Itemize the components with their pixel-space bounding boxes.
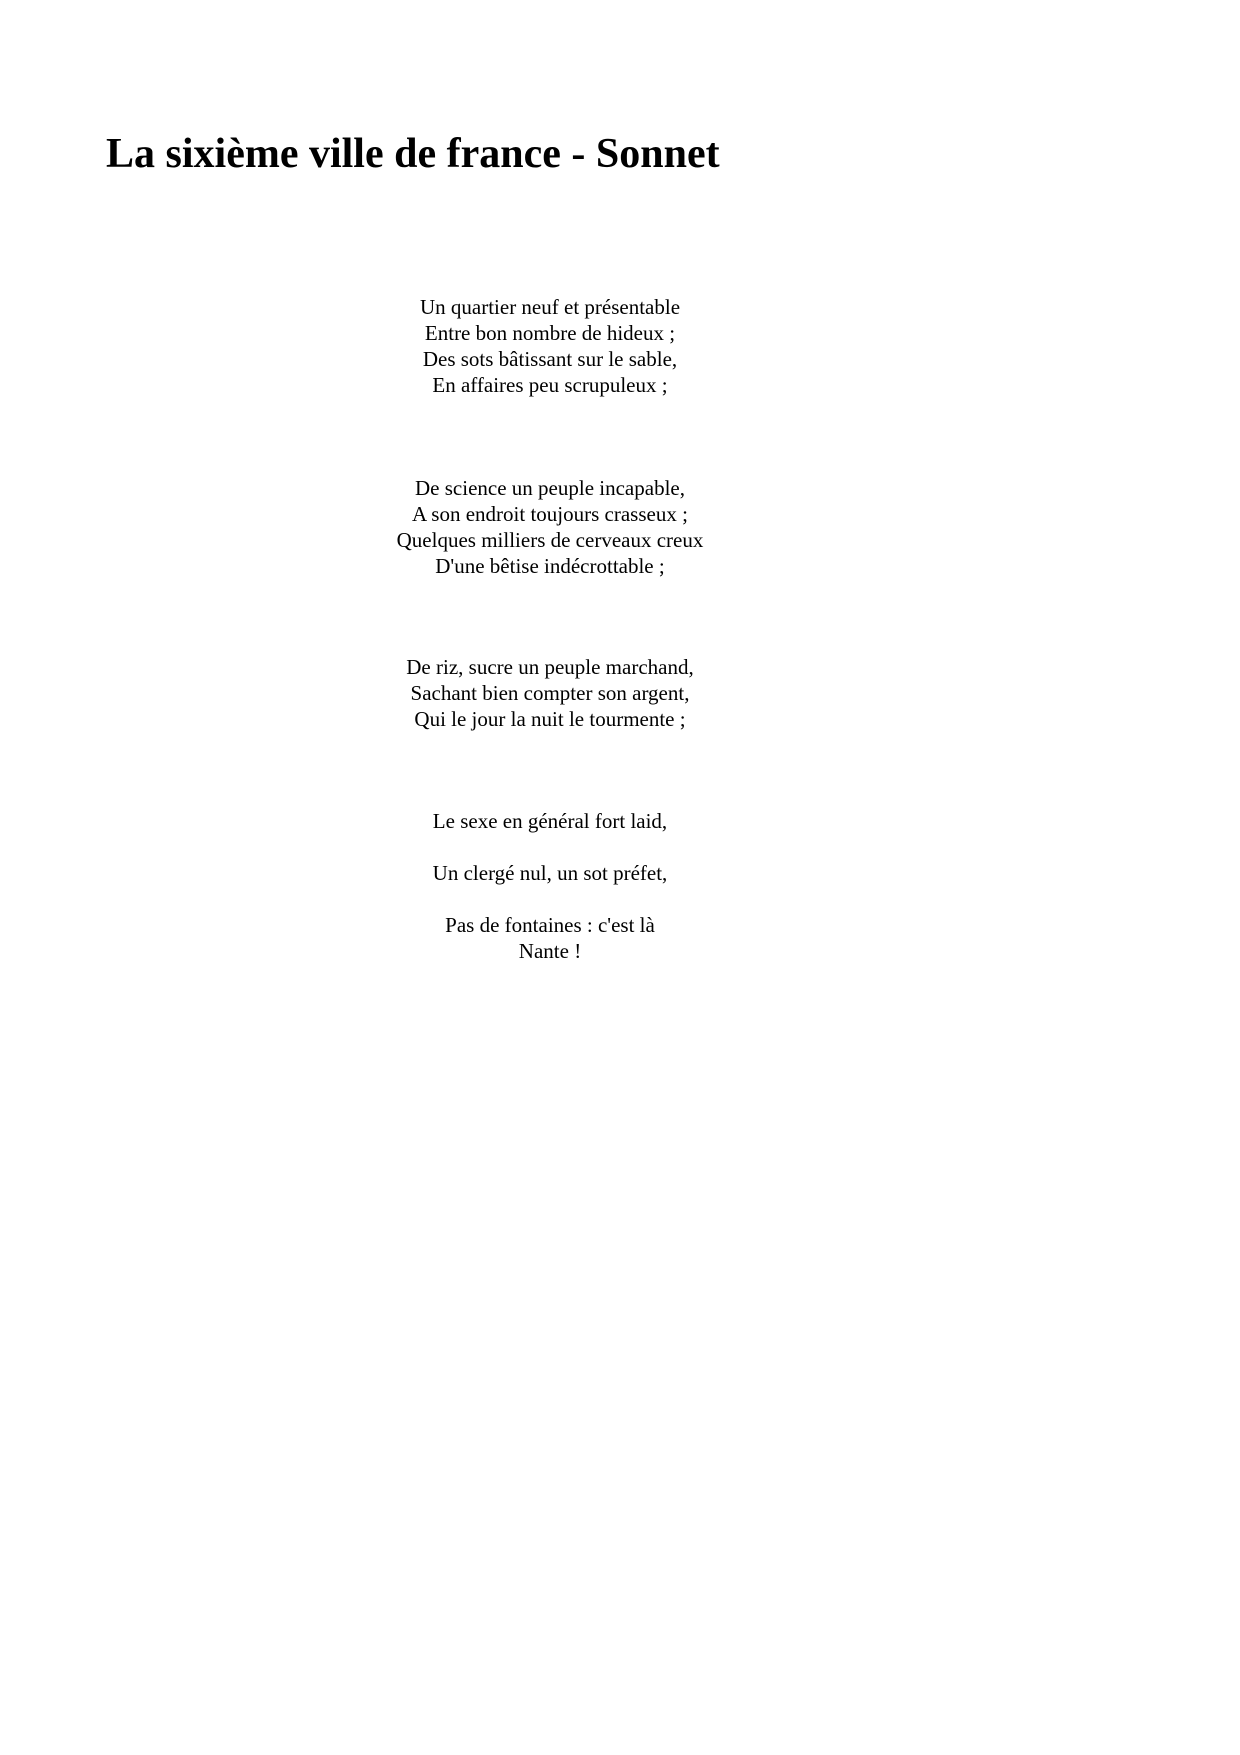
stanza-3-line-3: Qui le jour la nuit le tourmente ;	[414, 707, 686, 731]
stanza-2-line-3: Quelques milliers de cerveaux creux	[396, 528, 704, 552]
stanza-2-line-1: De science un peuple incapable,	[415, 476, 685, 500]
stanza-4-blank-2	[0, 886, 1100, 912]
stanza-2-line-2: A son endroit toujours crasseux ;	[412, 502, 688, 526]
stanza-3-line-1: De riz, sucre un peuple marchand,	[406, 655, 694, 679]
stanza-4-line-2: Un clergé nul, un sot préfet,	[432, 861, 668, 885]
stanza-3	[0, 654, 1100, 732]
stanza-4-blank-1	[0, 834, 1100, 860]
stanza-1-line-4: En affaires peu scrupuleux ;	[432, 373, 668, 397]
stanza-2-line-4: D'une bêtise indécrottable ;	[435, 554, 665, 578]
stanza-1-line-1: Un quartier neuf et présentable	[419, 295, 681, 319]
stanza-4-line-3: Pas de fontaines : c'est là	[445, 913, 655, 937]
stanza-4	[0, 808, 1100, 964]
stanza-1	[0, 294, 1100, 398]
stanza-3-line-2: Sachant bien compter son argent,	[410, 681, 690, 705]
stanza-1-line-3: Des sots bâtissant sur le sable,	[422, 347, 678, 371]
stanza-4-line-1: Le sexe en général fort laid,	[432, 809, 668, 833]
stanza-1-line-2: Entre bon nombre de hideux ;	[424, 321, 676, 345]
stanza-4-line-4: Nante !	[518, 939, 582, 963]
stanza-2	[0, 475, 1100, 579]
document-title: La sixième ville de france - Sonnet	[106, 131, 720, 177]
